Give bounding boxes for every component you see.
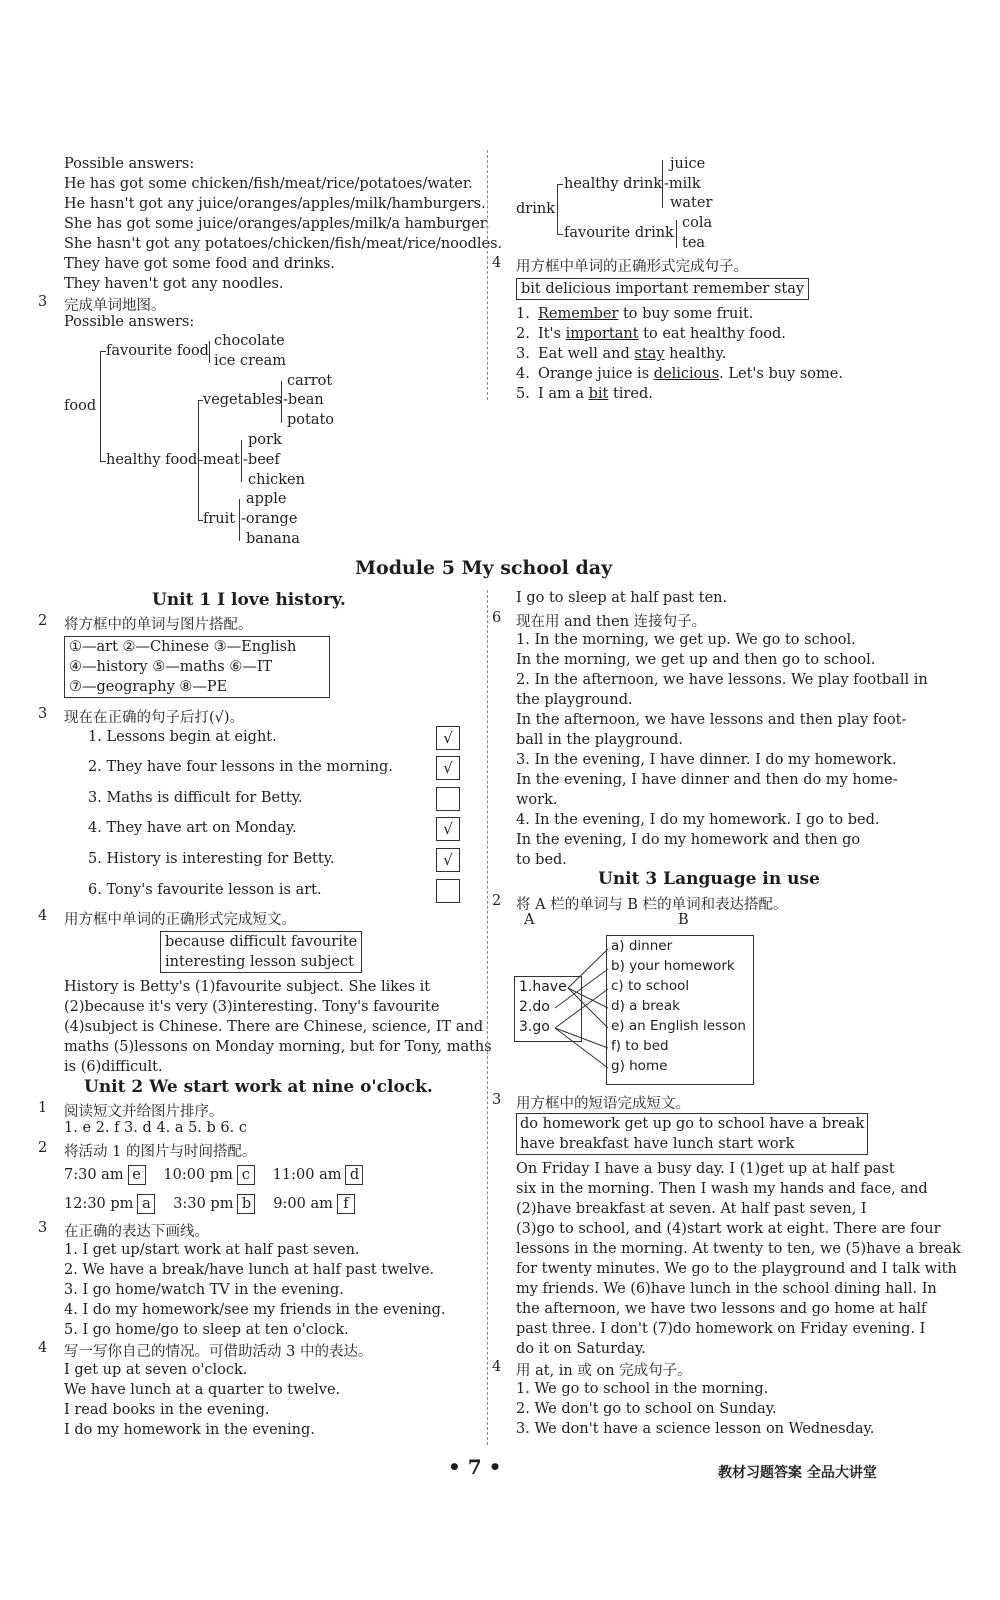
map-leaf: apple: [246, 491, 287, 507]
answer-line: 1. Remember to buy some fruit.: [516, 306, 754, 322]
statement: 3. Maths is difficult for Betty.: [88, 790, 303, 806]
map-leaf: banana: [246, 531, 300, 547]
map-node: fruit: [203, 511, 236, 527]
unit-title: Unit 1 I love history.: [152, 590, 346, 610]
question-number: 1: [38, 1100, 48, 1116]
question-number: 4: [38, 1340, 48, 1356]
column-b-label: B: [678, 912, 689, 928]
question-number: 3: [38, 294, 48, 310]
phrase-box: do homework get up go to school have a break have breakfast have lunch start work: [516, 1113, 868, 1155]
answer-line: 1. e 2. f 3. d 4. a 5. b 6. c: [64, 1120, 247, 1136]
answer-sentence: He hasn't got any juice/oranges/apples/milk/hamburgers.: [64, 196, 486, 212]
passage: On Friday I have a busy day. I (1)get up at half past six in the morning. Then I wash my hands and face, and (2)have breakfast at seven. At half past seven, I (3)go to school, and (4)start work at eight. There are four lessons in the morning. At twenty to ten, we (5)have a break for twenty minutes. We go to the playground and I talk with my friends. We (6)have lunch in the school dining hall. In the afternoon, we have two lessons and go home at half past three. I don't (7)do homework on Friday evening. I do it on Saturday.: [516, 1161, 961, 1357]
word-box: because difficult favourite interesting lesson subject: [160, 931, 362, 973]
map-leaf: chicken: [248, 472, 305, 488]
time-match-row: 12:30 pm a 3:30 pm b 9:00 am f: [64, 1194, 359, 1214]
question-number: 4: [38, 908, 48, 924]
question-title: 用 at, in 或 on 完成句子。: [516, 1363, 692, 1379]
footer-brand: 教材习题答案 全品大讲堂: [718, 1465, 877, 1481]
module-title: Module 5 My school day: [355, 557, 613, 579]
question-title: 将活动 1 的图片与时间搭配。: [64, 1144, 257, 1160]
word-box: bit delicious important remember stay: [516, 278, 809, 300]
check-box: √: [436, 817, 460, 841]
question-number: 3: [492, 1092, 502, 1108]
map-leaf: cola: [682, 215, 713, 231]
map-leaf: -beef: [243, 452, 280, 468]
question-number: 4: [492, 255, 502, 271]
question-title: 将方框中的单词与图片搭配。: [64, 617, 253, 633]
map-leaf: juice: [670, 156, 706, 172]
time-match-row: 7:30 am e 10:00 pm c 11:00 am d: [64, 1165, 367, 1185]
answer-line: 5. I am a bit tired.: [516, 386, 653, 402]
question-title: 用方框中单词的正确形式完成短文。: [64, 912, 296, 928]
map-root: food: [64, 398, 97, 414]
map-node: favourite food: [106, 343, 209, 359]
question-title: 用方框中的短语完成短文。: [516, 1096, 690, 1112]
answer-line: 4. Orange juice is delicious. Let's buy some.: [516, 366, 843, 382]
check-box: √: [436, 848, 460, 872]
answer-sentence: She hasn't got any potatoes/chicken/fish/meat/rice/noodles.: [64, 236, 503, 252]
column-b-box: a) dinner b) your homework c) to school d) a break e) an English lesson f) to bed g) home: [606, 935, 754, 1085]
question-title: 完成单词地图。: [64, 298, 166, 314]
map-node: meat: [203, 452, 240, 468]
column-a-box: 1.have 2.do 3.go: [514, 976, 582, 1042]
question-title: 用方框中单词的正确形式完成句子。: [516, 259, 748, 275]
question-number: 3: [38, 1220, 48, 1236]
map-node: favourite drink: [564, 225, 674, 241]
unit-title: Unit 2 We start work at nine o'clock.: [84, 1077, 433, 1097]
question-number: 4: [492, 1359, 502, 1375]
map-leaf: -milk: [664, 176, 701, 192]
answer-line: 2. It's important to eat healthy food.: [516, 326, 786, 342]
answer-sentence: He has got some chicken/fish/meat/rice/potatoes/water.: [64, 176, 473, 192]
question-title: 现在在正确的句子后打(√)。: [64, 710, 245, 726]
answer-line: I go to sleep at half past ten.: [516, 590, 728, 606]
joined-sentences: 1. In the morning, we get up. We go to school. In the morning, we get up and then go to school. 2. In the afternoon, we have lessons. We play football in the playground. In the afternoon, we have lessons and then play foot- ball in the playground. 3. In the evening, I have dinner. I do my homework. In the evening, I have dinner and then do my home- work. 4. In the evening, I do my homework. I go to bed. In the evening, I do my homework and then go to bed.: [516, 632, 928, 868]
statement: 2. They have four lessons in the morning.: [88, 759, 393, 775]
answer-sentence: She has got some juice/oranges/apples/milk/a hamburger.: [64, 216, 490, 232]
underline-answers: 1. I get up/start work at half past seven. 2. We have a break/have lunch at half past twelve. 3. I go home/watch TV in the evening. 4. I do my homework/see my friends in the evening. 5. I go home/go to sleep at ten o'clock.: [64, 1242, 446, 1338]
unit-title: Unit 3 Language in use: [598, 869, 820, 889]
statement: 6. Tony's favourite lesson is art.: [88, 882, 322, 898]
map-leaf: ice cream: [214, 353, 286, 369]
question-number: 3: [38, 706, 48, 722]
map-node: healthy drink: [564, 176, 663, 192]
question-title: 写一写你自己的情况。可借助活动 3 中的表达。: [64, 1344, 373, 1360]
passage: History is Betty's (1)favourite subject. She likes it (2)because it's very (3)interesting. Tony's favourite (4)subject is Chinese. There are Chinese, science, IT and maths (5)lessons on Monday morning, but for Tony, maths is (6)difficult.: [64, 979, 492, 1075]
possible-answers-label: Possible answers:: [64, 156, 195, 172]
preposition-answers: 1. We go to school in the morning. 2. We don't go to school on Sunday. 3. We don't have a science lesson on Wednesday.: [516, 1381, 875, 1437]
answer-sentence: They haven't got any noodles.: [64, 276, 284, 292]
question-number: 2: [492, 893, 502, 909]
statement: 1. Lessons begin at eight.: [88, 729, 277, 745]
map-leaf: tea: [682, 235, 706, 251]
map-leaf: water: [670, 195, 713, 211]
answer-sentence: They have got some food and drinks.: [64, 256, 335, 272]
question-number: 6: [492, 610, 502, 626]
question-title: 阅读短文并给图片排序。: [64, 1104, 224, 1120]
column-a-label: A: [524, 912, 535, 928]
map-node: vegetables: [203, 392, 283, 408]
map-leaf: pork: [248, 432, 282, 448]
map-leaf: chocolate: [214, 333, 285, 349]
map-leaf: potato: [287, 412, 335, 428]
page-number: • 7 •: [448, 1455, 502, 1479]
question-number: 2: [38, 613, 48, 629]
map-leaf: -bean: [283, 392, 324, 408]
question-title: 在正确的表达下画线。: [64, 1224, 209, 1240]
question-number: 2: [38, 1140, 48, 1156]
question-title: 现在用 and then 连接句子。: [516, 614, 707, 630]
statement: 5. History is interesting for Betty.: [88, 851, 335, 867]
map-leaf: carrot: [287, 373, 333, 389]
writing-answers: I get up at seven o'clock. We have lunch at a quarter to twelve. I read books in the evening. I do my homework in the evening.: [64, 1362, 341, 1438]
answer-line: 3. Eat well and stay healthy.: [516, 346, 727, 362]
question-title: 将 A 栏的单词与 B 栏的单词和表达搭配。: [516, 897, 788, 913]
statement: 4. They have art on Monday.: [88, 820, 297, 836]
possible-answers-label: Possible answers:: [64, 314, 195, 330]
map-leaf: -orange: [241, 511, 298, 527]
word-box: ①—art ②—Chinese ③—English ④—history ⑤—maths ⑥—IT ⑦—geography ⑧—PE: [64, 636, 330, 698]
check-box: √: [436, 756, 460, 780]
map-root: drink: [516, 201, 555, 217]
check-box: √: [436, 726, 460, 750]
map-node: healthy food: [106, 452, 198, 468]
